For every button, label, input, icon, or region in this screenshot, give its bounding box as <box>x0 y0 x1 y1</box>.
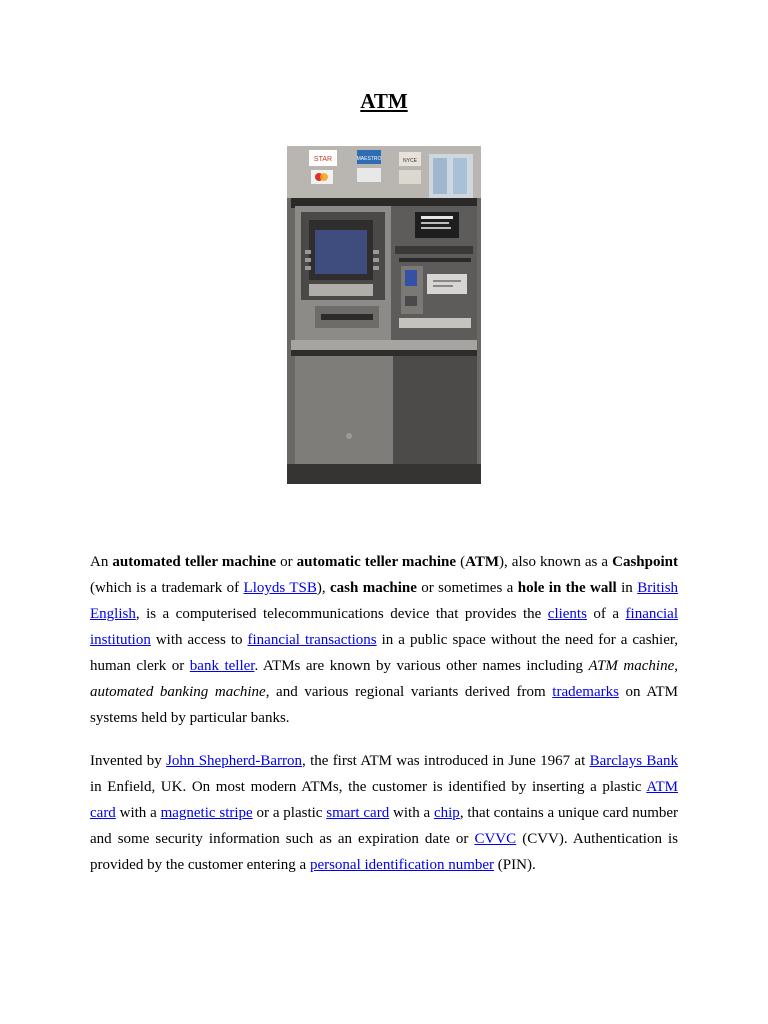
link-barclays-bank[interactable]: Barclays Bank <box>589 753 679 769</box>
link-smart-card[interactable]: smart card <box>326 805 390 821</box>
text-run: ( <box>456 554 466 570</box>
text-run: ), also known as a <box>499 554 613 570</box>
sticker-nyce-label: NYCE <box>403 158 417 164</box>
text-run: or <box>276 554 297 570</box>
sticker-star-label: STAR <box>313 156 333 163</box>
text-run: in <box>616 580 638 596</box>
sticker-maestro-label: MAESTRO <box>356 156 382 162</box>
link-lloyds-tsb[interactable]: Lloyds TSB <box>243 580 317 596</box>
atm-photo <box>287 146 481 484</box>
atm-illustration <box>287 146 481 484</box>
link-personal-identification-number[interactable]: personal identification number <box>309 857 495 873</box>
text-run: with a <box>115 805 161 821</box>
text-run: (CVV). Authentication is provided by the customer entering a <box>90 831 679 873</box>
text-run: , and various regional variants derived from <box>265 684 553 700</box>
link-john-shepherd-barron[interactable]: John Shepherd-Barron <box>166 753 303 769</box>
text-run: , <box>674 658 678 674</box>
page-title: ATM <box>360 89 408 113</box>
link-financial-transactions[interactable]: financial transactions <box>247 632 377 648</box>
paragraph-intro <box>90 549 678 731</box>
text-run: in Enfield, UK. On most modern ATMs, the customer is identified by inserting a plastic <box>90 779 647 795</box>
text-run: . ATMs are known by various other names including <box>254 658 589 674</box>
italic-term: ATM machine <box>588 658 675 674</box>
paragraph-history <box>90 748 678 878</box>
bold-term: cash machine <box>329 580 417 596</box>
link-cvvc[interactable]: CVVC <box>474 831 517 847</box>
bold-term: hole in the wall <box>517 580 617 596</box>
text-run: in a public space without the need for a cashier, human clerk or <box>90 632 679 674</box>
link-clients[interactable]: clients <box>547 606 587 622</box>
italic-term: automated banking machine <box>90 684 266 700</box>
text-run: , the first ATM was introduced in June 1967 at <box>302 753 590 769</box>
link-bank-teller[interactable]: bank teller <box>189 658 255 674</box>
link-chip[interactable]: chip <box>433 805 460 821</box>
text-run: with a <box>389 805 434 821</box>
text-run: Invented by <box>90 753 167 769</box>
text-run: or a plastic <box>252 805 327 821</box>
link-british-english[interactable]: British English <box>90 580 679 622</box>
text-run: with access to <box>150 632 248 648</box>
bold-term: automatic teller machine <box>296 554 457 570</box>
link-atm-card[interactable]: ATM card <box>90 779 678 821</box>
text-run: on ATM systems held by particular banks. <box>90 684 678 726</box>
bold-term: Cashpoint <box>612 554 678 570</box>
link-financial-institution[interactable]: financial institution <box>90 606 679 648</box>
bold-term: automated teller machine <box>112 554 277 570</box>
link-magnetic-stripe[interactable]: magnetic stripe <box>160 805 253 821</box>
text-run: An <box>90 554 113 570</box>
text-run: of a <box>586 606 626 622</box>
link-trademarks[interactable]: trademarks <box>552 684 619 700</box>
bold-term: ATM <box>465 554 499 570</box>
text-run: (which is a trademark of <box>90 580 244 596</box>
text-run: or sometimes a <box>416 580 518 596</box>
text-run: (PIN). <box>494 857 536 873</box>
text-run: ), <box>316 580 330 596</box>
text-run: , that contains a unique card number and some security information such as an expiration date or <box>90 805 679 847</box>
text-run: , is a computerised telecommunications device that provides the <box>135 606 548 622</box>
